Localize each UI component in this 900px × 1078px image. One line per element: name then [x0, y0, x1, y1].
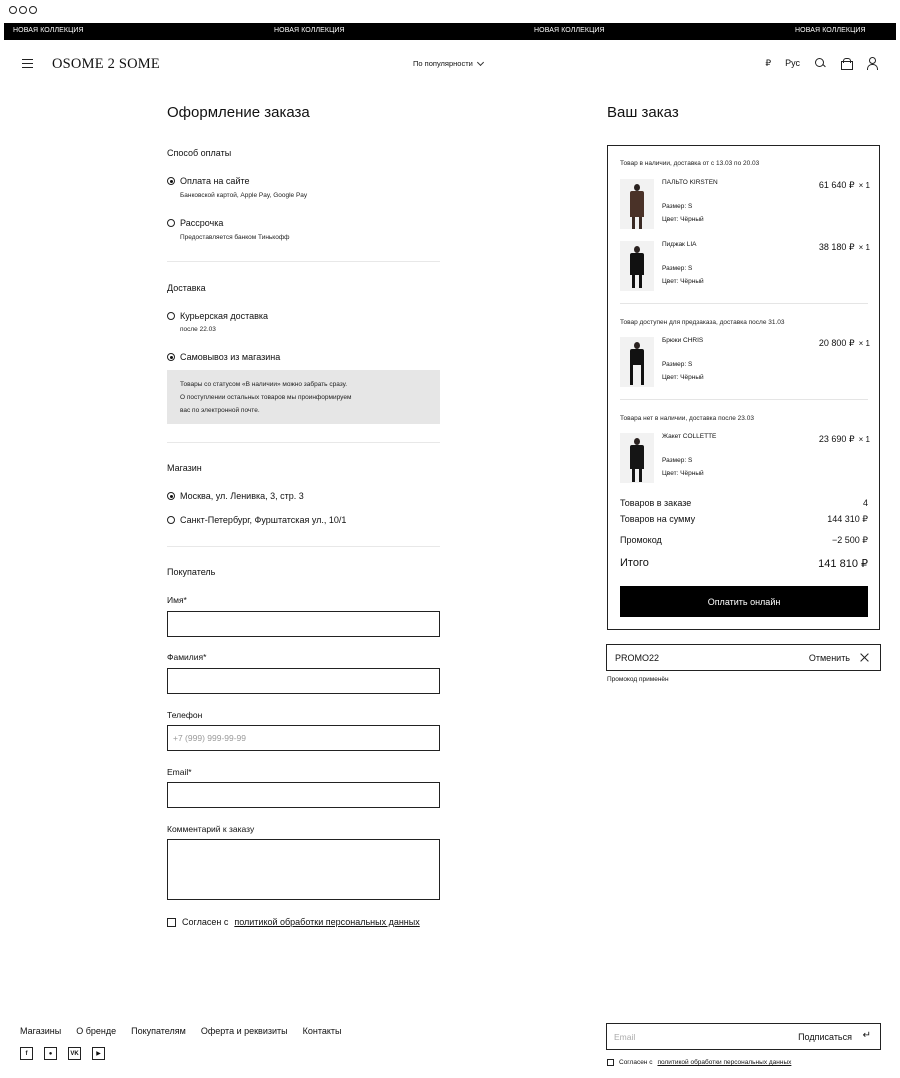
menu-icon[interactable]	[22, 59, 33, 68]
model-legs-shape	[632, 275, 642, 288]
price-value: 23 690 ₽	[818, 434, 855, 444]
model-body-shape	[630, 445, 644, 469]
store-option-moscow[interactable]	[167, 491, 304, 501]
ticker-item[interactable]: НОВАЯ КОЛЛЕКЦИЯ	[13, 27, 84, 34]
sort-label: По популярности	[413, 59, 473, 68]
chevron-down-icon	[477, 58, 484, 65]
first-name-label: Имя*	[167, 595, 187, 605]
radio-icon	[167, 516, 175, 524]
price-value: 20 800 ₽	[818, 338, 855, 348]
product-name[interactable]: Пиджак LIA	[662, 241, 697, 248]
product-price	[819, 242, 870, 253]
section-divider	[167, 546, 440, 547]
delivery-option-sub: после 22.03	[180, 326, 216, 333]
brand-logo[interactable]: OSOME 2 SOME	[52, 56, 160, 72]
delivery-option-pickup[interactable]	[167, 352, 280, 362]
summary-sum-row	[620, 514, 868, 525]
product-name[interactable]: ПАЛЬТО KIRSTEN	[662, 179, 718, 186]
model-legs-shape	[630, 365, 644, 385]
product-size: Размер: S	[662, 203, 693, 210]
payment-option-label: Рассрочка	[180, 218, 224, 228]
cart-item	[620, 433, 870, 483]
radio-selected-icon	[167, 353, 175, 361]
facebook-icon[interactable]: f	[20, 1047, 33, 1060]
consent-text: Согласен с	[619, 1059, 653, 1066]
payment-option-installments[interactable]	[167, 218, 223, 228]
sort-dropdown[interactable]	[413, 59, 483, 68]
newsletter-email-input[interactable]	[614, 1030, 774, 1044]
order-title: Ваш заказ	[607, 104, 679, 121]
model-legs-shape	[632, 469, 642, 482]
product-size: Размер: S	[662, 265, 693, 272]
promo-code-value: PROMO22	[615, 653, 660, 663]
payment-section-title: Способ оплаты	[167, 148, 232, 158]
group-divider	[620, 399, 868, 400]
payment-option-label: Оплата на сайте	[180, 176, 250, 186]
section-divider	[167, 442, 440, 443]
site-header	[0, 40, 900, 88]
model-body-shape	[630, 191, 644, 217]
cart-item	[620, 337, 870, 387]
cart-item	[620, 179, 870, 229]
store-option-label: Санкт-Петербург, Фурштатская ул., 10/1	[180, 515, 347, 525]
currency-selector[interactable]: ₽	[765, 57, 772, 68]
close-icon[interactable]	[859, 652, 870, 663]
model-head-shape	[634, 342, 640, 349]
cart-item	[620, 241, 870, 291]
section-divider	[167, 261, 440, 262]
model-head-shape	[634, 246, 640, 253]
product-price	[819, 180, 870, 191]
window-dot-icon[interactable]	[29, 6, 37, 14]
product-qty: × 1	[858, 339, 870, 348]
product-color: Цвет: Чёрный	[662, 470, 704, 477]
payment-option-online[interactable]	[167, 176, 250, 186]
store-option-label: Москва, ул. Ленивка, 3, стр. 3	[180, 491, 304, 501]
last-name-field[interactable]	[167, 668, 440, 694]
vk-icon[interactable]: VK	[68, 1047, 81, 1060]
footer-nav	[20, 1026, 341, 1036]
model-body-shape	[630, 253, 644, 275]
summary-label: Промокод	[620, 535, 662, 545]
privacy-policy-link[interactable]: политикой обработки персональных данных	[234, 917, 420, 927]
comment-label: Комментарий к заказу	[167, 824, 255, 834]
product-color: Цвет: Чёрный	[662, 278, 704, 285]
delivery-option-label: Курьерская доставка	[180, 311, 269, 321]
model-body-shape	[630, 349, 644, 365]
summary-value: 141 810 ₽	[818, 558, 868, 570]
product-name[interactable]: Жакет COLLETTE	[662, 433, 717, 440]
social-links	[20, 1047, 105, 1060]
product-size: Размер: S	[662, 361, 693, 368]
payment-option-sub: Предоставляется банком Тинькофф	[180, 234, 290, 241]
price-value: 38 180 ₽	[818, 242, 855, 252]
summary-total-row	[620, 557, 868, 570]
payment-option-sub: Банковской картой, Apple Pay, Google Pay	[180, 192, 308, 199]
store-section-title: Магазин	[167, 463, 202, 473]
group-divider	[620, 303, 868, 304]
delivery-section-title: Доставка	[167, 283, 206, 293]
notice-line: Товары со статусом «В наличии» можно забрать сразу.	[180, 381, 348, 388]
ticker-item[interactable]: НОВАЯ КОЛЛЕКЦИЯ	[795, 27, 866, 34]
group-heading: Товара нет в наличии, доставка после 23.03	[620, 415, 754, 422]
header-actions	[765, 57, 878, 69]
summary-label: Товаров в заказе	[620, 498, 692, 508]
model-legs-shape	[632, 217, 642, 229]
product-thumbnail[interactable]	[620, 433, 654, 483]
delivery-option-courier[interactable]	[167, 311, 268, 321]
first-name-field[interactable]	[167, 611, 440, 637]
product-qty: × 1	[858, 435, 870, 444]
summary-value: −2 500 ₽	[831, 535, 868, 545]
search-icon[interactable]	[814, 57, 826, 69]
summary-promo-row	[620, 535, 868, 546]
pay-online-button[interactable]: Оплатить онлайн	[620, 586, 868, 617]
privacy-policy-link[interactable]: политикой обработки персональных данных	[657, 1059, 792, 1066]
store-option-spb[interactable]	[167, 515, 346, 525]
consent-text: Согласен с	[182, 917, 229, 927]
summary-label: Итого	[620, 557, 649, 569]
promo-cancel-button[interactable]: Отменить	[808, 653, 850, 663]
delivery-option-label: Самовывоз из магазина	[180, 352, 281, 362]
model-head-shape	[634, 184, 640, 191]
ticker-item[interactable]: НОВАЯ КОЛЛЕКЦИЯ	[534, 27, 605, 34]
product-size: Размер: S	[662, 457, 693, 464]
promo-status: Промокод применён	[607, 676, 669, 683]
pickup-notice	[167, 370, 440, 424]
personal-data-consent	[167, 917, 420, 927]
footer-link[interactable]: О бренде	[76, 1026, 117, 1036]
summary-value: 4	[862, 498, 868, 508]
product-color: Цвет: Чёрный	[662, 374, 704, 381]
enter-icon[interactable]: ↵	[862, 1030, 871, 1041]
order-summary	[607, 145, 880, 630]
window-dot-icon[interactable]	[9, 6, 17, 14]
youtube-icon[interactable]: ▶	[92, 1047, 105, 1060]
notice-line: вас по электронной почте.	[180, 407, 260, 414]
newsletter-form	[606, 1023, 881, 1050]
buyer-section-title: Покупатель	[167, 567, 216, 577]
phone-label: Телефон	[167, 710, 203, 720]
summary-label: Товаров на сумму	[620, 514, 696, 524]
product-qty: × 1	[858, 243, 870, 252]
email-field[interactable]	[167, 782, 440, 808]
account-icon[interactable]	[866, 57, 878, 69]
notice-line: О поступлении остальных товаров мы проинформируем	[180, 394, 352, 401]
product-thumbnail[interactable]	[620, 337, 654, 387]
window-controls	[9, 6, 37, 14]
last-name-label: Фамилия*	[167, 652, 207, 662]
product-thumbnail[interactable]	[620, 179, 654, 229]
price-value: 61 640 ₽	[818, 180, 855, 190]
product-price	[819, 434, 870, 445]
ticker-item[interactable]: НОВАЯ КОЛЛЕКЦИЯ	[274, 27, 345, 34]
checkout-title: Оформление заказа	[167, 104, 310, 121]
email-label: Email*	[167, 767, 192, 777]
newsletter-consent-checkbox[interactable]	[607, 1059, 614, 1066]
phone-field[interactable]	[167, 725, 440, 751]
consent-checkbox[interactable]	[167, 918, 176, 927]
group-heading: Товар доступен для предзаказа, доставка после 31.03	[620, 319, 785, 326]
product-name[interactable]: Брюки CHRIS	[662, 337, 704, 344]
group-heading: Товар в наличии, доставка от с 13.03 по 20.03	[620, 160, 760, 167]
cart-bag-icon[interactable]	[840, 57, 852, 69]
newsletter-consent	[607, 1059, 791, 1066]
radio-icon	[167, 219, 175, 227]
footer-link[interactable]: Покупателям	[131, 1026, 186, 1036]
product-thumbnail[interactable]	[620, 241, 654, 291]
instagram-icon[interactable]: ●	[44, 1047, 57, 1060]
footer-link[interactable]: Оферта и реквизиты	[200, 1026, 288, 1036]
model-head-shape	[634, 438, 640, 445]
radio-selected-icon	[167, 177, 175, 185]
comment-field[interactable]	[167, 839, 440, 900]
summary-count-row	[620, 498, 868, 508]
announcement-ticker	[4, 23, 896, 40]
subscribe-button[interactable]: Подписаться	[798, 1032, 852, 1042]
radio-selected-icon	[167, 492, 175, 500]
footer-link[interactable]: Магазины	[20, 1026, 62, 1036]
summary-value: 144 310 ₽	[827, 514, 868, 524]
radio-icon	[167, 312, 175, 320]
promo-code-box	[606, 644, 881, 671]
product-qty: × 1	[858, 181, 870, 190]
window-dot-icon[interactable]	[19, 6, 27, 14]
language-selector[interactable]: Рус	[785, 58, 800, 68]
product-price	[819, 338, 870, 349]
product-color: Цвет: Чёрный	[662, 216, 704, 223]
footer-link[interactable]: Контакты	[302, 1026, 342, 1036]
